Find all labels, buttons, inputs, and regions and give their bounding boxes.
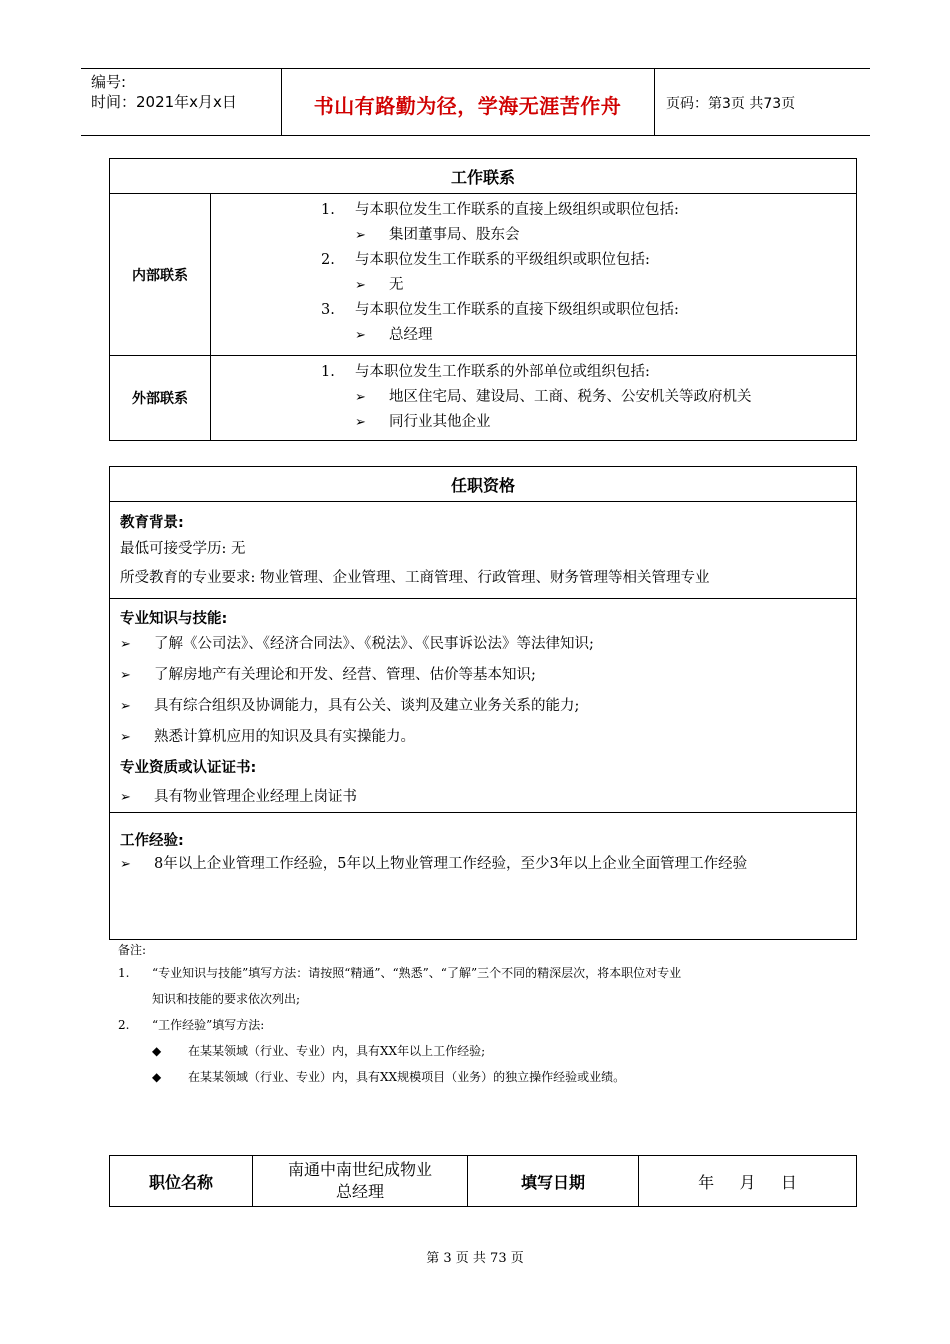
notes-label: 备注: — [118, 943, 147, 957]
header-motto: 书山有路勤为径，学海无涯苦作舟 — [313, 94, 622, 118]
education-min: 最低可接受学历: 无 — [120, 541, 246, 557]
arrow-bullet-icon: ➢ — [355, 415, 366, 430]
internal-relations-label: 内部联系 — [110, 194, 211, 356]
experience-heading: 工作经验: — [120, 833, 184, 849]
position-name-value: 南通中南世纪成物业 总经理 — [253, 1156, 468, 1207]
education-major: 所受教育的专业要求: 物业管理、企业管理、工商管理、行政管理、财务管理等相关管理专业 — [120, 570, 710, 586]
experience-section — [110, 813, 857, 940]
arrow-bullet-icon: ➢ — [120, 857, 131, 872]
internal-relations-list — [211, 194, 857, 356]
arrow-bullet-icon: ➢ — [355, 278, 366, 293]
list-item: 3. 与本职位发生工作联系的直接下级组织或职位包括: — [321, 302, 679, 318]
header-divider — [654, 68, 655, 136]
list-item: ➢ 无 — [355, 273, 856, 298]
fill-date-value: 年 月 日 — [639, 1156, 857, 1207]
list-item: ➢ 同行业其他企业 — [355, 410, 856, 435]
position-name-label: 职位名称 — [110, 1156, 253, 1207]
diamond-bullet-icon: ◆ — [152, 1070, 162, 1084]
education-section — [110, 502, 857, 599]
arrow-bullet-icon: ➢ — [120, 730, 131, 745]
list-item: ➢ 了解房地产有关理论和开发、经营、管理、估价等基本知识; — [120, 660, 856, 691]
list-item: ➢ 8年以上企业管理工作经验，5年以上物业管理工作经验，至少3年以上企业全面管理工作经验 — [120, 851, 856, 878]
external-relations-list — [211, 356, 857, 441]
fill-date-label: 填写日期 — [468, 1156, 639, 1207]
header-meta — [91, 72, 237, 112]
position-info-table — [109, 1155, 857, 1207]
arrow-bullet-icon: ➢ — [355, 390, 366, 405]
arrow-bullet-icon: ➢ — [355, 328, 366, 343]
cert-heading: 专业资质或认证证书: — [120, 760, 257, 776]
list-item: ➢ 了解《公司法》、《经济合同法》、《税法》、《民事诉讼法》等法律知识; — [120, 629, 856, 660]
header-page-info: 页码：第3页 共73页 — [666, 96, 796, 112]
header-bottom-rule — [81, 135, 870, 136]
note-sub-item: ◆ 在某某领域（行业、专业）内，具有XX年以上工作经验; — [118, 1038, 858, 1064]
notes — [118, 940, 858, 1090]
list-item: 1. 与本职位发生工作联系的直接上级组织或职位包括: — [321, 202, 679, 218]
note-item: 2. “工作经验”填写方法: — [118, 1018, 265, 1032]
arrow-bullet-icon: ➢ — [120, 790, 131, 805]
list-item: 1. 与本职位发生工作联系的外部单位或组织包括: — [321, 364, 650, 380]
section-title: 工作联系 — [110, 159, 857, 194]
list-item: 2. 与本职位发生工作联系的平级组织或职位包括: — [321, 252, 650, 268]
qualifications-table — [109, 466, 857, 940]
list-item: ➢ 熟悉计算机应用的知识及具有实操能力。 — [120, 722, 856, 753]
list-item: ➢ 具有物业管理企业经理上岗证书 — [120, 783, 856, 812]
note-sub-item: ◆ 在某某领域（行业、专业）内，具有XX规模项目（业务）的独立操作经验或业绩。 — [118, 1064, 858, 1090]
list-item: ➢ 集团董事局、股东会 — [355, 223, 856, 248]
arrow-bullet-icon: ➢ — [355, 228, 366, 243]
skills-heading: 专业知识与技能: — [120, 611, 228, 627]
work-relations-table — [109, 158, 857, 441]
section-title: 任职资格 — [110, 467, 857, 502]
arrow-bullet-icon: ➢ — [120, 668, 131, 683]
arrow-bullet-icon: ➢ — [120, 699, 131, 714]
list-item: ➢ 地区住宅局、建设局、工商、税务、公安机关等政府机关 — [355, 385, 856, 410]
note-item: 1. “专业知识与技能”填写方法：请按照“精通”、“熟悉”、“了解”三个不同的精深层次，将本职位对专业 — [118, 966, 682, 980]
external-relations-label: 外部联系 — [110, 356, 211, 441]
skills-section — [110, 599, 857, 813]
page-number-footer: 第 3 页 共 73 页 — [426, 1251, 524, 1266]
arrow-bullet-icon: ➢ — [120, 637, 131, 652]
note-item-continued: 知识和技能的要求依次列出; — [152, 992, 301, 1006]
document-number-label: 编号: — [91, 73, 127, 91]
page-header — [81, 68, 870, 136]
header-top-rule — [81, 68, 870, 69]
document-time: 时间：2021年x月x日 — [91, 93, 237, 111]
list-item: ➢ 具有综合组织及协调能力，具有公关、谈判及建立业务关系的能力; — [120, 691, 856, 722]
list-item: ➢ 总经理 — [355, 323, 856, 348]
diamond-bullet-icon: ◆ — [152, 1044, 162, 1058]
education-heading: 教育背景: — [120, 515, 184, 531]
